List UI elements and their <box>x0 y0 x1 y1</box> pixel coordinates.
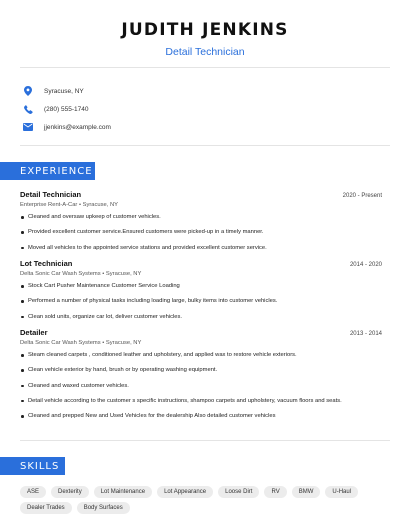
job-entry <box>20 328 382 428</box>
skill-chip: Loose Dirt <box>218 486 259 498</box>
skills-heading: SKILLS <box>0 457 65 475</box>
job-company: Delta Sonic Car Wash Systems <box>20 271 101 277</box>
job-title: Detail Technician <box>20 190 82 199</box>
skill-chip: ASE <box>20 486 46 498</box>
skill-chip: Lot Appearance <box>157 486 213 498</box>
candidate-name: JUDITH JENKINS <box>121 20 289 40</box>
job-bullets <box>20 352 382 420</box>
list-item: Clean sold units, organize car lot, deliver customer vehicles. <box>20 314 382 321</box>
skill-chip: BMW <box>292 486 321 498</box>
contact-email-text[interactable]: jjenkins@example.com <box>44 123 111 131</box>
job-dates: 2014 - 2020 <box>349 262 382 268</box>
skill-chip: Dealer Trades <box>20 502 72 514</box>
skill-chip: Dexterity <box>51 486 89 498</box>
job-company-line: Delta Sonic Car Wash Systems • Syracuse, NY <box>20 340 142 346</box>
candidate-role: Detail Technician <box>165 46 245 58</box>
skills-list <box>20 486 390 514</box>
divider <box>20 440 390 441</box>
job-location: Syracuse, NY <box>105 340 142 346</box>
job-company-line: Delta Sonic Car Wash Systems • Syracuse, NY <box>20 271 142 277</box>
skill-chip: RV <box>264 486 286 498</box>
job-dates: 2013 - 2014 <box>349 331 382 337</box>
job-title: Lot Technician <box>20 259 73 268</box>
phone-icon <box>22 103 34 115</box>
divider <box>20 145 390 146</box>
skill-chip: U-Haul <box>325 486 358 498</box>
divider <box>20 67 390 68</box>
experience-heading: EXPERIENCE <box>0 162 95 180</box>
contact-list <box>20 82 390 136</box>
job-company: Enterprise Rent-A-Car <box>20 202 78 208</box>
contact-phone <box>20 100 390 118</box>
list-item: Cleaned and prepped New and Used Vehicles for the dealership Also detailed customer vehicles <box>20 413 382 420</box>
job-location: Syracuse, NY <box>82 202 119 208</box>
job-entry <box>20 190 382 260</box>
contact-email <box>20 118 390 136</box>
list-item: Cleaned and waxed customer vehicles. <box>20 383 382 390</box>
list-item: Detail vehicle according to the customer s specific instructions, shampoo carpets and upholstery, vacuum floors and seats. <box>20 398 382 405</box>
contact-phone-text: (280) 555-1740 <box>44 105 89 113</box>
resume-header <box>0 0 410 59</box>
list-item: Performed a number of physical tasks including loading large, bulky items into customer vehicles. <box>20 298 382 305</box>
job-bullets <box>20 283 382 321</box>
job-company-line: Enterprise Rent-A-Car • Syracuse, NY <box>20 202 119 208</box>
email-icon <box>22 121 34 133</box>
job-entry <box>20 259 382 329</box>
list-item: Moved all vehicles to the appointed service stations and provided excellent customer service. <box>20 245 382 252</box>
list-item: Stock Cart Pusher Maintenance Customer Service Loading <box>20 283 382 290</box>
job-title: Detailer <box>20 328 48 337</box>
job-bullets <box>20 214 382 252</box>
skill-chip: Body Surfaces <box>77 502 130 514</box>
contact-location-text: Syracuse, NY <box>44 87 84 95</box>
job-company: Delta Sonic Car Wash Systems <box>20 340 101 346</box>
list-item: Steam cleaned carpets , conditioned leather and upholstery, and applied wax to restore vehicle exteriors. <box>20 352 382 359</box>
job-location: Syracuse, NY <box>105 271 142 277</box>
skill-chip: Lot Maintenance <box>94 486 152 498</box>
list-item: Clean vehicle exterior by hand, brush or by operating washing equipment. <box>20 367 382 374</box>
job-dates: 2020 - Present <box>342 193 382 199</box>
location-pin-icon <box>22 85 34 97</box>
list-item: Provided excellent customer service.Ensured customers were picked-up in a timely manner. <box>20 229 382 236</box>
list-item: Cleaned and oversaw upkeep of customer vehicles. <box>20 214 382 221</box>
contact-location <box>20 82 390 100</box>
